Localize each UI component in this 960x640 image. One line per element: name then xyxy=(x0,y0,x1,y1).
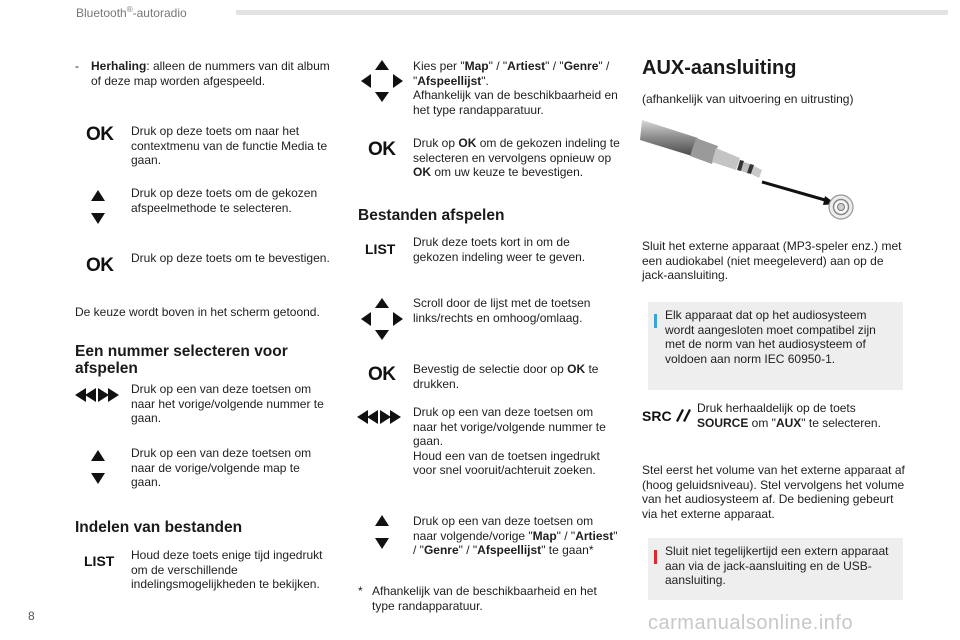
left-right-arrows-icon xyxy=(357,410,401,424)
src-label: SRC xyxy=(642,408,672,424)
ok-button-icon: OK xyxy=(86,255,114,276)
herhaling-text: Herhaling: alleen de nummers van dit album of deze map worden afgespeeld. xyxy=(91,59,330,88)
warning-box xyxy=(648,538,903,600)
heading-aux: AUX-aansluiting xyxy=(642,57,797,79)
ok4-text: Bevestig de selectie door op OK te drukken. xyxy=(413,362,599,391)
aux-subtitle: (afhankelijk van uitvoering en uitrusting) xyxy=(642,92,854,106)
kies-text: Kies per "Map" / "Artiest" / "Genre" / "Afspeellijst". Afhankelijk van de beschikbaarheid en het type randapparatuur. xyxy=(413,59,618,117)
four-way-arrows-icon xyxy=(361,60,403,102)
herhaling-dash: - xyxy=(75,59,79,73)
jack-plug-icon xyxy=(640,112,860,224)
heading-nummer-selecteren: Een nummer selecteren voor afspelen xyxy=(75,343,288,377)
ok3-text: Druk op OK om de gekozen indeling te selecteren en vervolgens opnieuw op OK om uw keuze te bevestigen. xyxy=(413,136,620,180)
warning-text: Sluit niet tegelijkertijd een extern apparaat aan via de jack-aansluiting en de USB-aansluiting. xyxy=(665,544,889,588)
volume-text: Stel eerst het volume van het externe apparaat af (hoog geluidsniveau). Stel vervolgens het volume van het audiosysteem af. De bediening gebeurt via het externe apparaat. xyxy=(642,463,905,521)
warning-icon xyxy=(654,550,657,564)
src-text: Druk herhaaldelijk op de toets SOURCE om "AUX" te selecteren. xyxy=(697,401,881,430)
header-rule xyxy=(236,10,948,15)
keuze-text: De keuze wordt boven in het scherm getoond. xyxy=(75,305,320,319)
heading-indelen: Indelen van bestanden xyxy=(75,519,243,536)
ok1-text: Druk op deze toets om naar het contextmenu van de functie Media te gaan. xyxy=(131,124,328,168)
heading-bestanden-afspelen: Bestanden afspelen xyxy=(358,207,505,224)
left-right-arrows-icon xyxy=(75,388,119,402)
list2-text: Druk deze toets kort in om de gekozen indeling weer te geven. xyxy=(413,235,586,264)
ok2-text: Druk op deze toets om te bevestigen. xyxy=(131,251,330,265)
src-phone-icon xyxy=(642,406,692,424)
watermark: carmanualsonline.info xyxy=(648,612,854,634)
list-button-icon: LIST xyxy=(365,241,396,257)
info-icon xyxy=(654,314,657,328)
page-header-title: Bluetooth®-autoradio xyxy=(76,5,187,20)
scroll-text: Scroll door de lijst met de toetsen links/rechts en omhoog/omlaag. xyxy=(413,296,591,325)
sluit-text: Sluit het externe apparaat (MP3-speler enz.) met een audiokabel (niet meegeleverd) aan op de jack-aansluiting. xyxy=(642,239,902,283)
up-down-arrows-icon xyxy=(91,450,105,484)
footnote-star: * xyxy=(358,584,363,598)
four-way-arrows-icon xyxy=(361,298,403,340)
up-down-arrows-icon xyxy=(375,515,389,549)
ud3-text: Druk op een van deze toetsen om naar volgende/vorige "Map" / "Artiest" / "Genre" / "Afspeellijst" te gaan* xyxy=(413,514,618,558)
updown1-text: Druk op deze toets om de gekozen afspeelmethode te selecteren. xyxy=(131,186,318,215)
ok-button-icon: OK xyxy=(368,139,396,160)
lr2-text: Druk op een van deze toetsen om naar het vorige/volgende nummer te gaan. Houd een van de toetsen ingedrukt voor snel vooruit/achteruit zoeken. xyxy=(413,405,606,478)
list-button-icon: LIST xyxy=(84,553,115,569)
footnote-text: Afhankelijk van de beschikbaarheid en het type randapparatuur. xyxy=(372,584,597,613)
info-box xyxy=(648,302,903,390)
info-text: Elk apparaat dat op het audiosysteem wordt aangesloten moet compatibel zijn met de norm van het audiosysteem of voldoen aan norm IEC 60950-1. xyxy=(665,308,876,366)
list1-text: Houd deze toets enige tijd ingedrukt om de verschillende indelingsmogelijkheden te bekijken. xyxy=(131,548,323,592)
page-number: 8 xyxy=(28,609,35,623)
ok-button-icon: OK xyxy=(86,124,114,145)
updown2-text: Druk op een van deze toetsen om naar de vorige/volgende map te gaan. xyxy=(131,446,312,490)
leftright-text: Druk op een van deze toetsen om naar het vorige/volgende nummer te gaan. xyxy=(131,382,324,426)
ok-button-icon: OK xyxy=(368,364,396,385)
up-down-arrows-icon xyxy=(91,190,105,224)
